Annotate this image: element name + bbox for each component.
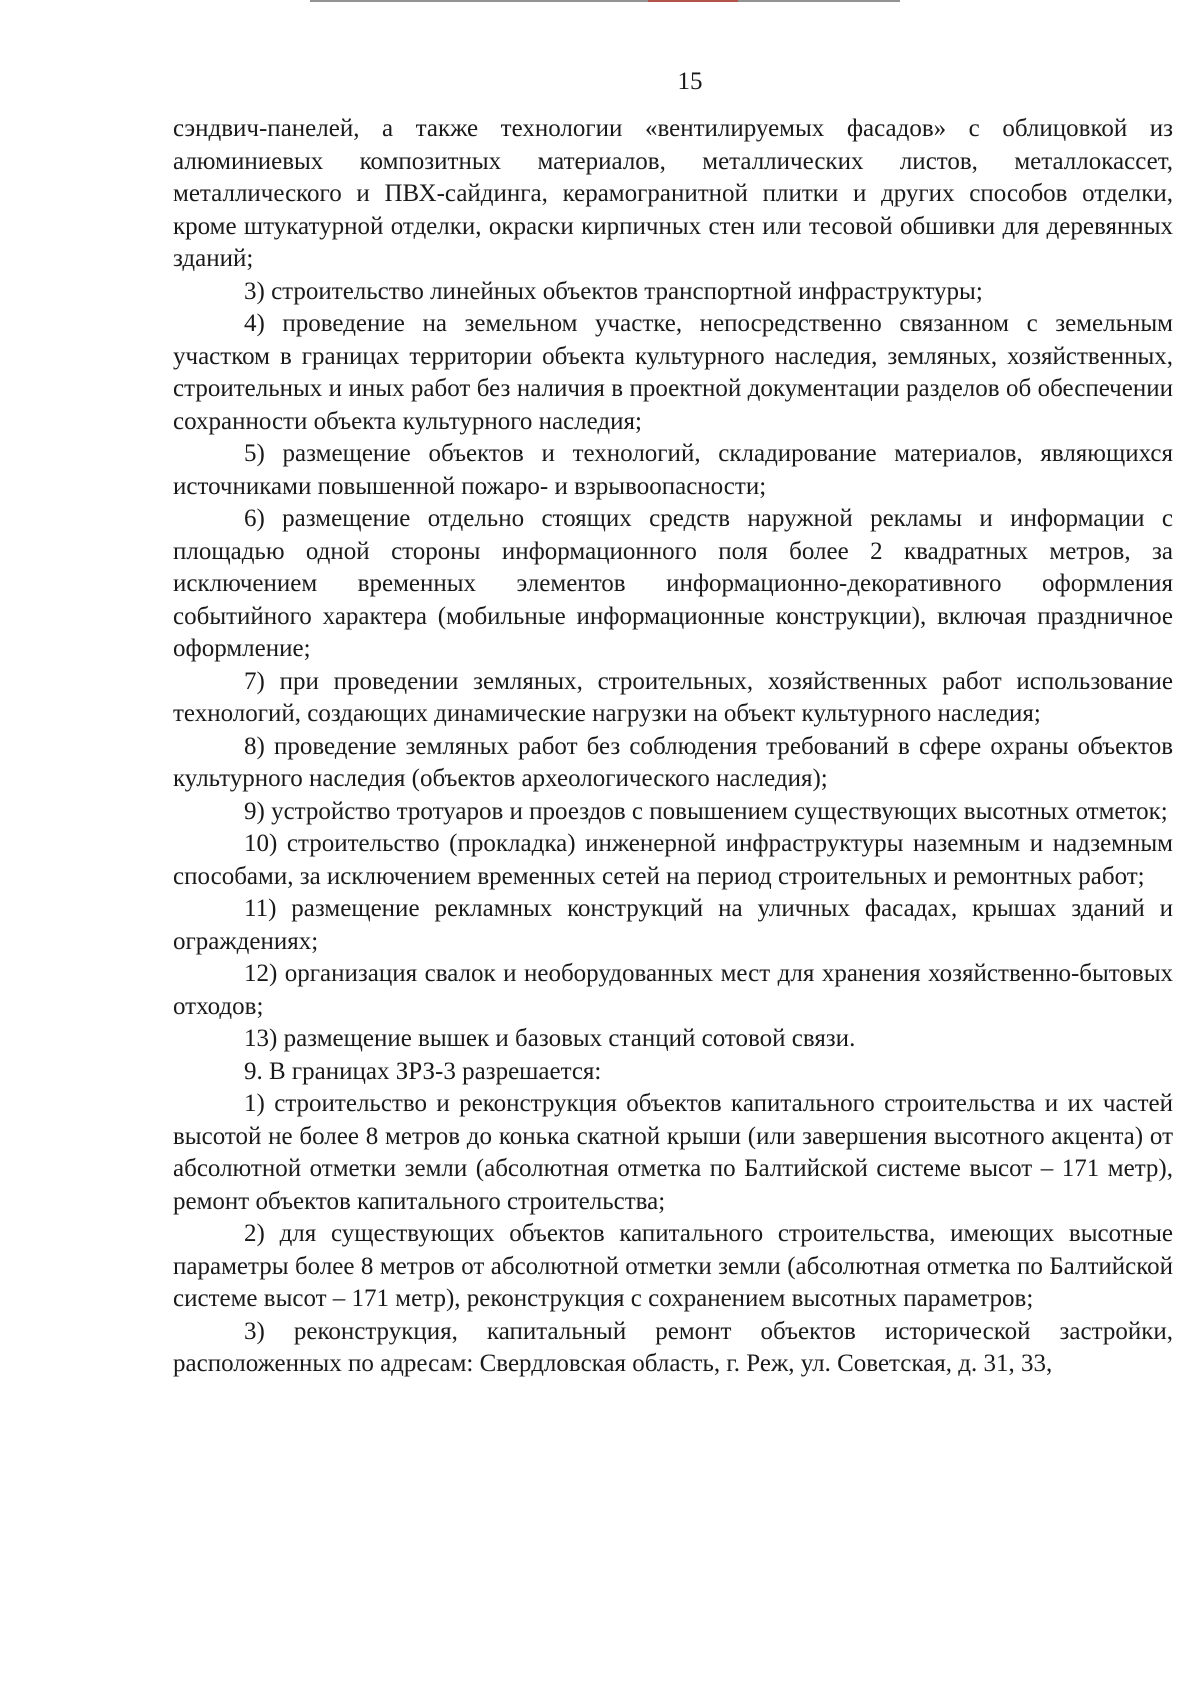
list-item-12: 12) организация свалок и необорудованных мест для хранения хозяйственно-бытовых отходов; — [173, 960, 1173, 1020]
section-heading-zrz3: 9. В границах ЗРЗ-3 разрешается: — [244, 1057, 602, 1085]
page-number: 15 — [677, 68, 703, 95]
document-body — [173, 113, 1173, 1381]
allowed-item-1: 1) строительство и реконструкция объектов капитального строительства и их частей высотой не более 8 метров до конька скатной крыши (или завершения высотного акцента) от абсолютной отметки земли (абсолютная отметка по Балтийской системе высот – 171 метр), ремонт объектов капитального строительства; — [173, 1090, 1173, 1215]
list-item-6: 6) размещение отдельно стоящих средств наружной рекламы и информации с площадью одной стороны информационного поля более 2 квадратных метров, за исключением временных элементов информационно-декоративного оформления событийного характера (мобильные информационные конструкции), включая праздничное оформление; — [173, 505, 1173, 662]
allowed-item-2: 2) для существующих объектов капитального строительства, имеющих высотные параметры более 8 метров от абсолютной отметки земли (абсолютная отметка по Балтийской системе высот – 171 метр), реконструкция с сохранением высотных параметров; — [173, 1220, 1173, 1312]
list-item-3: 3) строительство линейных объектов транспортной инфраструктуры; — [244, 277, 983, 305]
list-item-9: 9) устройство тротуаров и проездов с повышением существующих высотных отметок; — [244, 797, 1168, 825]
list-item-8: 8) проведение земляных работ без соблюдения требований в сфере охраны объектов культурного наследия (объектов археологического наследия); — [173, 732, 1173, 792]
paragraph-continuation: сэндвич-панелей, а также технологии «вентилируемых фасадов» с облицовкой из алюминиевых композитных материалов, металлических листов, металлокассет, металлического и ПВХ-сайдинга, керамогранитной плитки и других способов отделки, кроме штукатурной отделки, окраски кирпичных стен или тесовой обшивки для деревянных зданий; — [173, 115, 1173, 272]
list-item-13: 13) размещение вышек и базовых станций сотовой связи. — [244, 1025, 856, 1052]
scan-top-edge — [310, 0, 900, 2]
scan-top-edge-mark — [648, 0, 738, 2]
list-item-5: 5) размещение объектов и технологий, складирование материалов, являющихся источниками повышенной пожаро- и взрывоопасности; — [173, 440, 1173, 500]
list-item-7: 7) при проведении земляных, строительных, хозяйственных работ использование технологий, создающих динамические нагрузки на объект культурного наследия; — [173, 667, 1173, 727]
list-item-11: 11) размещение рекламных конструкций на уличных фасадах, крышах зданий и ограждениях; — [173, 895, 1173, 955]
list-item-4: 4) проведение на земельном участке, непосредственно связанном с земельным участком в границах территории объекта культурного наследия, земляных, хозяйственных, строительных и иных работ без наличия в проектной документации разделов об обеспечении сохранности объекта культурного наследия; — [173, 310, 1173, 435]
allowed-item-3: 3) реконструкция, капитальный ремонт объектов исторической застройки, расположенных по адресам: Свердловская область, г. Реж, ул. Советская, д. 31, 33, — [173, 1317, 1173, 1377]
list-item-10: 10) строительство (прокладка) инженерной инфраструктуры наземным и надземным способами, за исключением временных сетей на период строительных и ремонтных работ; — [173, 830, 1173, 890]
